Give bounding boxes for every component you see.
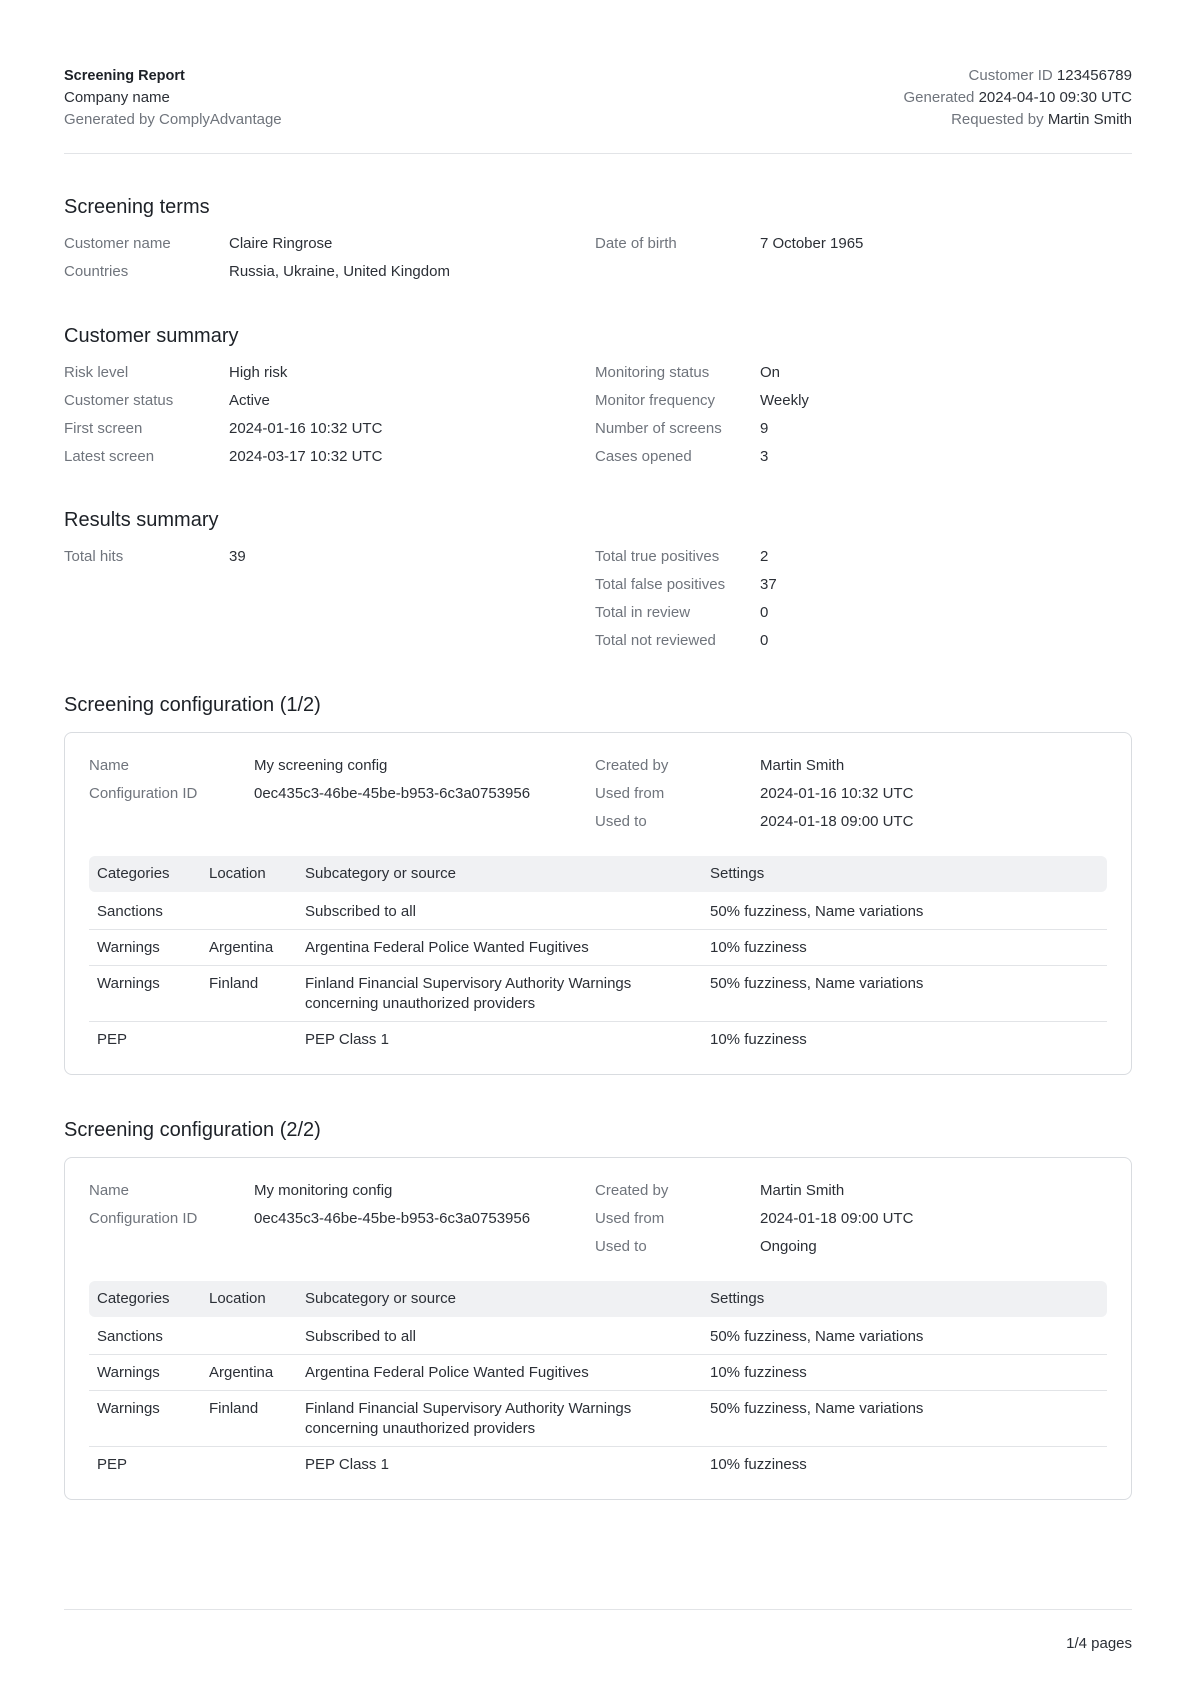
col-header-location: Location bbox=[209, 865, 266, 882]
in-review-value: 0 bbox=[760, 604, 769, 621]
config-name-value: My screening config bbox=[254, 757, 388, 774]
col-header-subcategory: Subcategory or source bbox=[305, 1290, 456, 1307]
used-from-value: 2024-01-16 10:32 UTC bbox=[760, 785, 914, 802]
section-title-config-1: Screening configuration (1/2) bbox=[64, 694, 321, 716]
total-hits-value: 39 bbox=[229, 548, 246, 565]
false-positives-label: Total false positives bbox=[595, 576, 726, 593]
table-cell: Sanctions bbox=[97, 1328, 163, 1345]
config-id-value: 0ec435c3-46be-45be-b953-6c3a0753956 bbox=[254, 785, 531, 802]
requested-label: Requested by bbox=[951, 111, 1044, 128]
created-by-label: Created by bbox=[595, 757, 669, 774]
table-cell: Warnings bbox=[97, 1364, 160, 1381]
table-cell: Subscribed to all bbox=[305, 1328, 416, 1345]
table-cell: Finland Financial Supervisory Authority Warnings bbox=[305, 1400, 632, 1417]
report-header bbox=[64, 65, 1132, 155]
section-title-config-2: Screening configuration (2/2) bbox=[64, 1119, 321, 1141]
generated-value: 2024-04-10 09:30 UTC bbox=[978, 89, 1132, 106]
countries-value: Russia, Ukraine, United Kingdom bbox=[229, 263, 450, 280]
not-reviewed-label: Total not reviewed bbox=[595, 632, 716, 649]
col-header-subcategory: Subcategory or source bbox=[305, 865, 456, 882]
true-positives-value: 2 bbox=[760, 548, 769, 565]
countries-label: Countries bbox=[64, 263, 129, 280]
config-table bbox=[89, 1281, 1107, 1481]
used-from-label: Used from bbox=[595, 1210, 665, 1227]
table-cell: 10% fuzziness bbox=[710, 1364, 807, 1381]
report-page bbox=[64, 0, 1132, 1684]
customer-name-label: Customer name bbox=[64, 235, 171, 252]
table-cell-continued: concerning unauthorized providers bbox=[305, 995, 536, 1012]
table-cell: 50% fuzziness, Name variations bbox=[710, 1400, 924, 1417]
risk-level-value: High risk bbox=[229, 364, 288, 381]
in-review-label: Total in review bbox=[595, 604, 691, 621]
config-id-label: Configuration ID bbox=[89, 1210, 198, 1227]
header-left bbox=[64, 65, 282, 131]
table-cell: Finland bbox=[209, 1400, 259, 1417]
true-positives-label: Total true positives bbox=[595, 548, 720, 565]
latest-screen-label: Latest screen bbox=[64, 448, 155, 465]
config-id-value: 0ec435c3-46be-45be-b953-6c3a0753956 bbox=[254, 1210, 531, 1227]
false-positives-value: 37 bbox=[760, 576, 777, 593]
monitoring-status-label: Monitoring status bbox=[595, 364, 710, 381]
col-header-location: Location bbox=[209, 1290, 266, 1307]
table-cell: Warnings bbox=[97, 975, 160, 992]
row-divider bbox=[89, 965, 1107, 966]
used-to-label: Used to bbox=[595, 813, 647, 830]
created-by-value: Martin Smith bbox=[760, 1182, 845, 1199]
risk-level-label: Risk level bbox=[64, 364, 129, 381]
table-cell: Warnings bbox=[97, 1400, 160, 1417]
section-title-customer-summary: Customer summary bbox=[64, 325, 239, 347]
number-of-screens-value: 9 bbox=[760, 420, 769, 437]
table-cell: Argentina bbox=[209, 1364, 274, 1381]
report-title: Screening Report bbox=[64, 68, 185, 84]
config-name-label: Name bbox=[89, 1182, 130, 1199]
row-divider bbox=[89, 1021, 1107, 1022]
table-cell: Warnings bbox=[97, 939, 160, 956]
row-divider bbox=[89, 1390, 1107, 1391]
config-name-value: My monitoring config bbox=[254, 1182, 393, 1199]
customer-id-value: 123456789 bbox=[1056, 67, 1132, 84]
customer-id-label: Customer ID bbox=[968, 67, 1053, 84]
created-by-label: Created by bbox=[595, 1182, 669, 1199]
row-divider bbox=[89, 1354, 1107, 1355]
col-header-categories: Categories bbox=[97, 1290, 170, 1307]
table-cell: Argentina Federal Police Wanted Fugitives bbox=[305, 939, 589, 956]
row-divider bbox=[89, 929, 1107, 930]
table-cell: Argentina Federal Police Wanted Fugitives bbox=[305, 1364, 589, 1381]
created-by-value: Martin Smith bbox=[760, 757, 845, 774]
table-cell: 10% fuzziness bbox=[710, 1456, 807, 1473]
table-cell: PEP Class 1 bbox=[305, 1031, 389, 1048]
latest-screen-value: 2024-03-17 10:32 UTC bbox=[229, 448, 383, 465]
customer-status-value: Active bbox=[229, 392, 270, 409]
section-title-screening-terms: Screening terms bbox=[64, 196, 210, 218]
config-card-1 bbox=[64, 732, 1132, 1075]
table-cell: PEP Class 1 bbox=[305, 1456, 389, 1473]
col-header-settings: Settings bbox=[710, 1290, 765, 1307]
customer-status-label: Customer status bbox=[64, 392, 174, 409]
config-card-2 bbox=[64, 1157, 1132, 1500]
table-cell: Finland bbox=[209, 975, 259, 992]
footer-divider bbox=[64, 1609, 1132, 1610]
first-screen-label: First screen bbox=[64, 420, 143, 437]
table-cell: Sanctions bbox=[97, 903, 163, 920]
used-from-value: 2024-01-18 09:00 UTC bbox=[760, 1210, 914, 1227]
table-cell: 50% fuzziness, Name variations bbox=[710, 903, 924, 920]
cases-opened-label: Cases opened bbox=[595, 448, 692, 465]
used-from-label: Used from bbox=[595, 785, 665, 802]
requested-value: Martin Smith bbox=[1047, 111, 1132, 128]
generated-label: Generated bbox=[903, 89, 975, 106]
dob-value: 7 October 1965 bbox=[760, 235, 864, 252]
monitor-frequency-label: Monitor frequency bbox=[595, 392, 716, 409]
row-divider bbox=[89, 1446, 1107, 1447]
section-title-results-summary: Results summary bbox=[64, 509, 219, 531]
table-cell: Argentina bbox=[209, 939, 274, 956]
table-cell: 50% fuzziness, Name variations bbox=[710, 975, 924, 992]
used-to-value: Ongoing bbox=[760, 1238, 817, 1255]
col-header-categories: Categories bbox=[97, 865, 170, 882]
page-counter: 1/4 pages bbox=[1066, 1635, 1132, 1652]
table-cell: 50% fuzziness, Name variations bbox=[710, 1328, 924, 1345]
monitoring-status-value: On bbox=[760, 364, 781, 381]
dob-label: Date of birth bbox=[595, 235, 677, 252]
used-to-label: Used to bbox=[595, 1238, 647, 1255]
monitor-frequency-value: Weekly bbox=[760, 392, 809, 409]
total-hits-label: Total hits bbox=[64, 548, 124, 565]
table-cell: PEP bbox=[97, 1031, 128, 1048]
config-id-label: Configuration ID bbox=[89, 785, 198, 802]
table-cell: PEP bbox=[97, 1456, 128, 1473]
table-cell-continued: concerning unauthorized providers bbox=[305, 1420, 536, 1437]
company-name: Company name bbox=[64, 89, 170, 106]
first-screen-value: 2024-01-16 10:32 UTC bbox=[229, 420, 383, 437]
number-of-screens-label: Number of screens bbox=[595, 420, 722, 437]
table-cell: 10% fuzziness bbox=[710, 1031, 807, 1048]
generated-by: Generated by ComplyAdvantage bbox=[64, 111, 282, 128]
table-cell: Subscribed to all bbox=[305, 903, 416, 920]
not-reviewed-value: 0 bbox=[760, 632, 769, 649]
config-name-label: Name bbox=[89, 757, 130, 774]
used-to-value: 2024-01-18 09:00 UTC bbox=[760, 813, 914, 830]
col-header-settings: Settings bbox=[710, 865, 765, 882]
cases-opened-value: 3 bbox=[760, 448, 769, 465]
table-cell: Finland Financial Supervisory Authority Warnings bbox=[305, 975, 632, 992]
customer-name-value: Claire Ringrose bbox=[229, 235, 333, 252]
header-right bbox=[904, 65, 1133, 131]
header-divider bbox=[64, 153, 1132, 154]
table-cell: 10% fuzziness bbox=[710, 939, 807, 956]
config-table bbox=[89, 856, 1107, 1056]
